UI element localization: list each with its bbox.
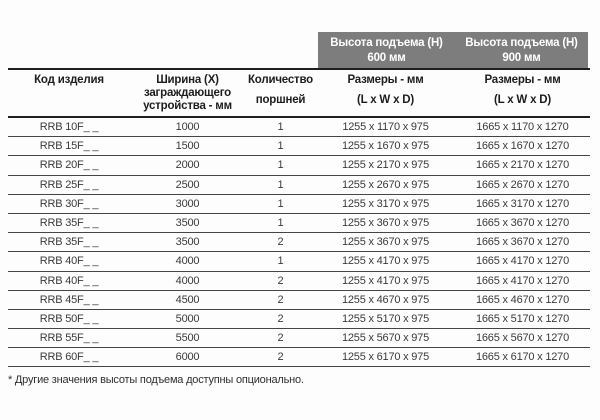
cell-piston-count: 1 [277, 217, 284, 230]
cell-dimensions-600: 1255 x 4170 x 975 [341, 274, 430, 287]
cell-barrier-width: 1500 [175, 140, 200, 153]
cell-piston-count: 2 [277, 293, 284, 306]
cell-dimensions-900: 1665 x 4670 x 1270 [475, 293, 570, 306]
lift-height-900-header [455, 32, 588, 69]
table-row [8, 137, 590, 156]
cell-barrier-width: 2500 [175, 178, 200, 191]
cell-dimensions-900: 1665 x 3670 x 1270 [475, 236, 570, 249]
lift-height-band [318, 32, 588, 69]
table-row [8, 252, 590, 271]
cell-dimensions-900: 1665 x 5170 x 1270 [475, 312, 570, 325]
column-header-dimensions-600: Размеры - мм (L x W x D) [347, 74, 424, 106]
cell-dimensions-600: 1255 x 5170 x 975 [341, 312, 430, 325]
cell-product-code: RRB 60F_ _ [39, 351, 99, 364]
cell-product-code: RRB 10F_ _ [39, 121, 99, 134]
cell-piston-count: 1 [277, 197, 284, 210]
cell-product-code: RRB 25F_ _ [39, 178, 99, 191]
cell-barrier-width: 5000 [175, 312, 200, 325]
cell-barrier-width: 6000 [175, 351, 200, 364]
table-row [8, 329, 590, 348]
footnote: * Другие значения высоты подъема доступны опционально. [8, 374, 304, 386]
table-row [8, 272, 590, 291]
table-row [8, 233, 590, 252]
cell-barrier-width: 2000 [175, 159, 200, 172]
cell-product-code: RRB 40F_ _ [39, 255, 99, 268]
table-row [8, 348, 590, 367]
cell-piston-count: 2 [277, 351, 284, 364]
cell-product-code: RRB 30F_ _ [39, 197, 99, 210]
cell-dimensions-900: 1665 x 3170 x 1270 [475, 197, 570, 210]
cell-barrier-width: 4000 [175, 255, 200, 268]
cell-dimensions-600: 1255 x 4670 x 975 [341, 293, 430, 306]
cell-dimensions-600: 1255 x 3170 x 975 [341, 197, 430, 210]
cell-dimensions-900: 1665 x 1670 x 1270 [475, 140, 570, 153]
cell-barrier-width: 4000 [175, 274, 200, 287]
table-body [8, 118, 590, 367]
cell-dimensions-900: 1665 x 1170 x 1270 [476, 121, 569, 134]
cell-dimensions-600: 1255 x 1670 x 975 [341, 140, 430, 153]
table-row [8, 118, 590, 137]
cell-product-code: RRB 35F_ _ [39, 236, 99, 249]
table-row [8, 310, 590, 329]
cell-product-code: RRB 35F_ _ [39, 217, 99, 230]
cell-barrier-width: 4500 [175, 293, 200, 306]
cell-product-code: RRB 40F_ _ [39, 274, 99, 287]
cell-piston-count: 2 [277, 274, 284, 287]
header-top-rule [8, 68, 590, 70]
cell-dimensions-900: 1665 x 2670 x 1270 [475, 178, 570, 191]
cell-dimensions-600: 1255 x 3670 x 975 [341, 217, 430, 230]
cell-barrier-width: 5500 [175, 332, 200, 345]
column-headers [8, 74, 590, 116]
cell-product-code: RRB 45F_ _ [39, 293, 99, 306]
cell-dimensions-600: 1255 x 4170 x 975 [341, 255, 430, 268]
cell-dimensions-600: 1255 x 2670 x 975 [341, 178, 430, 191]
cell-piston-count: 2 [277, 312, 284, 325]
table-row [8, 176, 590, 195]
cell-piston-count: 2 [277, 236, 284, 249]
cell-barrier-width: 1000 [175, 121, 200, 134]
cell-product-code: RRB 20F_ _ [39, 159, 99, 172]
cell-piston-count: 1 [277, 255, 284, 268]
table-row [8, 156, 590, 175]
cell-piston-count: 1 [277, 159, 284, 172]
column-header-barrier-width: Ширина (X) заграждающего устройства - мм [143, 74, 232, 112]
cell-piston-count: 2 [277, 332, 284, 345]
table-row [8, 195, 590, 214]
cell-dimensions-600: 1255 x 2170 x 975 [341, 159, 430, 172]
cell-barrier-width: 3500 [175, 236, 200, 249]
cell-product-code: RRB 15F_ _ [39, 140, 99, 153]
cell-piston-count: 1 [277, 140, 284, 153]
table-row [8, 214, 590, 233]
cell-dimensions-600: 1255 x 3670 x 975 [341, 236, 430, 249]
cell-dimensions-600: 1255 x 1170 x 975 [342, 121, 429, 134]
cell-dimensions-600: 1255 x 6170 x 975 [341, 351, 430, 364]
cell-product-code: RRB 55F_ _ [39, 332, 99, 345]
cell-dimensions-900: 1665 x 4170 x 1270 [475, 255, 570, 268]
column-header-piston-count: Количество поршней [247, 74, 314, 106]
lift-height-600-value: 600 мм [367, 52, 406, 64]
cell-dimensions-600: 1255 x 5670 x 975 [341, 332, 430, 345]
column-header-dimensions-900: Размеры - мм (L x W x D) [484, 74, 561, 106]
cell-dimensions-900: 1665 x 6170 x 1270 [475, 351, 570, 364]
lift-height-600-header [318, 32, 455, 69]
cell-barrier-width: 3500 [175, 217, 200, 230]
cell-dimensions-900: 1665 x 4170 x 1270 [475, 274, 570, 287]
cell-piston-count: 1 [277, 178, 284, 191]
column-header-product-code: Код изделия [34, 74, 104, 86]
lift-height-900-value: 900 мм [502, 52, 541, 64]
table-row [8, 291, 590, 310]
cell-dimensions-900: 1665 x 3670 x 1270 [475, 217, 570, 230]
lift-height-600-title: Высота подъема (H) [330, 37, 443, 49]
cell-dimensions-900: 1665 x 2170 x 1270 [475, 159, 570, 172]
cell-barrier-width: 3000 [175, 197, 200, 210]
cell-piston-count: 1 [277, 121, 284, 134]
cell-dimensions-900: 1665 x 5670 x 1270 [475, 332, 570, 345]
cell-product-code: RRB 50F_ _ [39, 312, 99, 325]
lift-height-900-title: Высота подъема (H) [465, 37, 578, 49]
